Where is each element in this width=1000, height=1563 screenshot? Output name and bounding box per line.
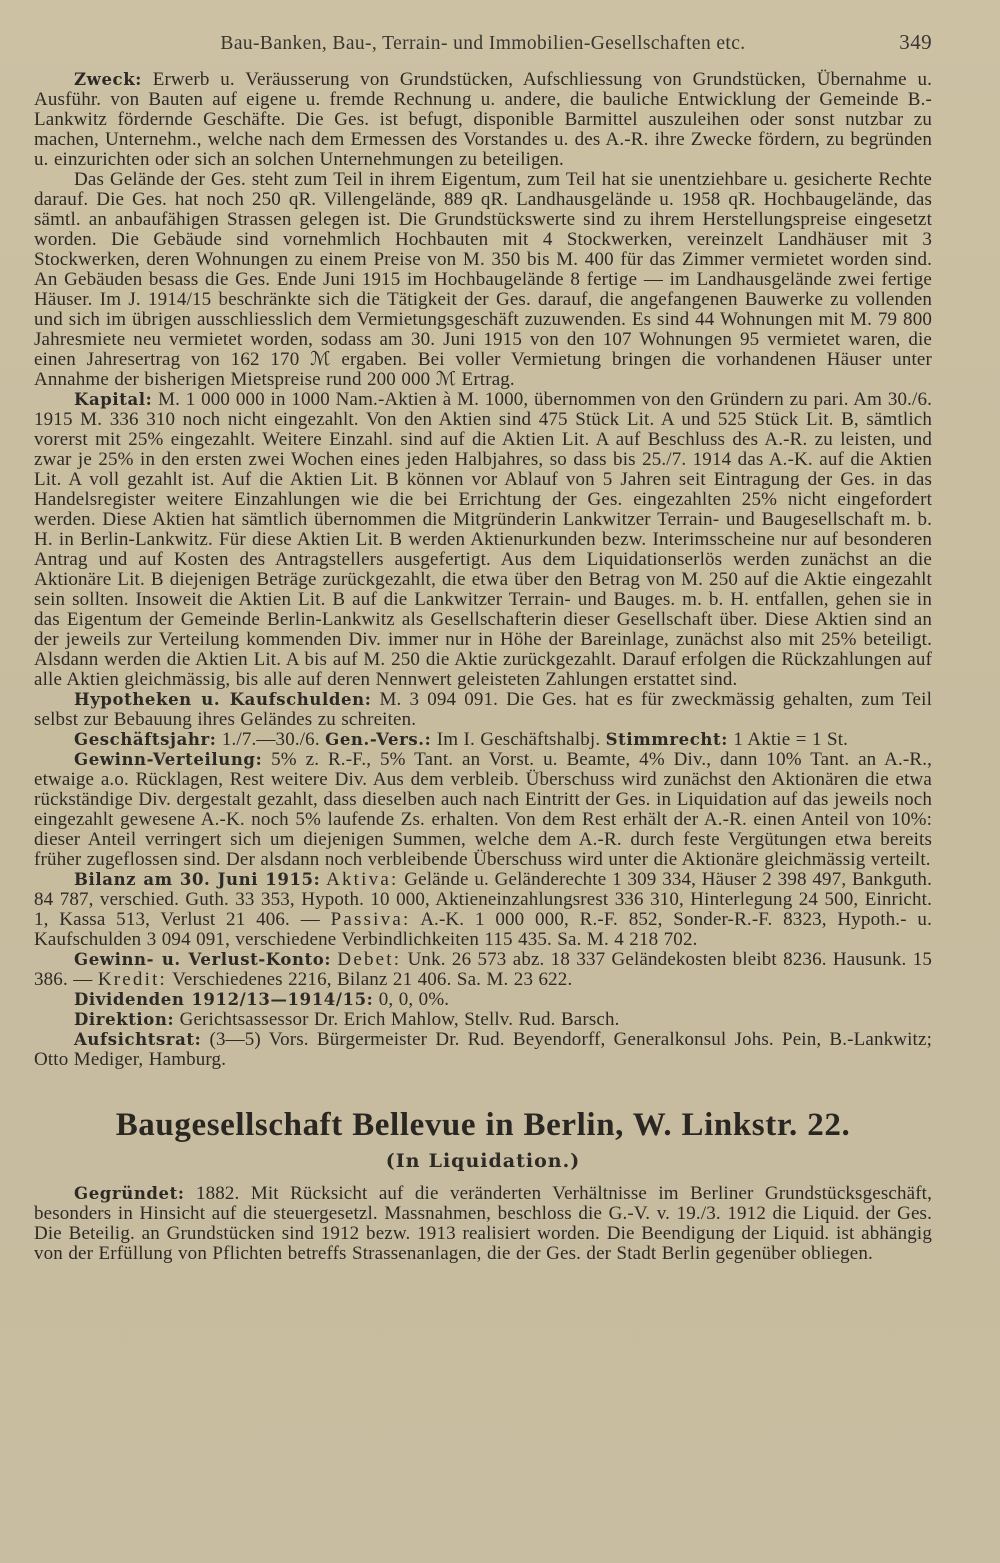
gelaende-paragraph <box>34 170 932 390</box>
direktion-label: Direktion: <box>74 1010 175 1029</box>
kapital-paragraph <box>34 390 932 690</box>
gelaende-text: Das Gelände der Ges. steht zum Teil in ihrem Eigentum, zum Teil hat sie unentziehbare u. gesicherte Rechte darauf. Die Ges. hat noch 250 qR. Villengelände, 889 qR. Landhausgelände u. 1958 qR. Hochbaugelände, das sämtl. an anbaufähigen Strassen gelegen ist. Die Grundstückswerte sind zu ihrem Herstellungspreise eingesetzt worden. Die Gebäude sind vornehmlich Hochbauten mit 4 Stockwerken, vereinzelt Landhäuser mit 3 Stockwerken, deren Wohnungen zu einem Preise von M. 350 bis M. 400 für das Zimmer vermietet worden sind. An Gebäuden besass die Ges. Ende Juni 1915 im Hochbaugelände 8 fertige — im Landhausgelände zwei fertige Häuser. Im J. 1914/15 beschränkte sich die Tätigkeit der Ges. darauf, die angefangenen Bauwerke zu vollenden und sich im übrigen ausschliesslich dem Vermietungsgeschäft zuzuwenden. Es sind 44 Wohnungen mit M. 79 800 Jahresmiete neu vermietet worden, sodass am 30. Juni 1915 von den 107 Wohnungen 95 vermietet waren, die einen Jahresertrag von 162 170 ℳ ergaben. Bei voller Vermietung bringen die vorhandenen Häuser unter Annahme der bisherigen Mietspreise rund 200 000 ℳ Ertrag. <box>34 169 932 390</box>
genvers-label: Gen.-Vers.: <box>325 730 432 749</box>
dividenden-text: 0, 0, 0%. <box>378 989 450 1010</box>
guv-debet-text: Unk. 26 573 abz. 18 337 Geländekosten bleibt 8236. Hausunk. 15 386. — <box>34 949 933 990</box>
direktion-text: Gerichtsassessor Dr. Erich Mahlow, Stellv. Rud. Barsch. <box>179 1009 620 1030</box>
aufsichtsrat-text: (3—5) Vors. Bürgermeister Dr. Rud. Beyendorff, Generalkonsul Johs. Pein, B.-Lankwitz; Otto Mediger, Hamburg. <box>34 1029 933 1070</box>
bilanz-paragraph <box>34 870 932 950</box>
hypotheken-text: M. 3 094 091. Die Ges. hat es für zweckmässig gehalten, zum Teil selbst zur Bebauung ihres Geländes zu schreiten. <box>34 689 932 730</box>
gewinnverteilung-text: 5% z. R.-F., 5% Tant. an Vorst. u. Beamte, 4% Div., dann 10% Tant. an A.-R., etwaige a.o. Rücklagen, Rest weitere Div. Aus dem verbleib. Überschuss wird zunächst den Aktionären die etwa rückständige Div. dergestalt gezahlt, dass dieselben auch nach Eintritt der Ges. in Liquidation auf das jeweils noch eingezahlt gewesene A.-K. noch 5% laufende Zs. erhalten. Von dem Rest erhält der A.-R. einen Anteil von 10%: dieser Anteil verringert sich um diejenigen Summen, welche dem A.-R. durch feste Vergütungen etwa bereits früher zugeflossen sind. Der alsdann noch verbleibende Überschuss wird unter die Aktionäre gleichmässig verteilt. <box>34 749 932 870</box>
guv-label: Gewinn- u. Verlust-Konto: <box>74 950 332 969</box>
article-title: Baugesellschaft Bellevue in Berlin, W. Linkstr. 22. <box>115 1107 851 1143</box>
hypotheken-label: Hypotheken u. Kaufschulden: <box>74 690 372 709</box>
direktion-paragraph <box>34 1010 932 1030</box>
zweck-paragraph <box>34 70 932 170</box>
gewinnverteilung-label: Gewinn-Verteilung: <box>74 750 263 769</box>
geschaeftsjahr-paragraph <box>34 730 932 750</box>
dividenden-paragraph <box>34 990 932 1010</box>
kapital-label: Kapital: <box>74 390 153 409</box>
stimmrecht-text: 1 Aktie = 1 St. <box>733 729 849 750</box>
gegruendet-text: 1882. Mit Rücksicht auf die veränderten Verhältnisse im Berliner Grundstücksgeschäft, besonders in Hinsicht auf die steuergesetzl. Massnahmen, beschloss die G.-V. v. 19./3. 1912 die Liquid. der Ges. Die Beteilig. an Grundstücken sind 1912 bezw. 1913 realisiert worden. Die Beendigung der Liquid. ist abhängig von der Erfüllung von Pflichten betreffs Strassenanlagen, die der Ges. der Stadt Berlin gegenüber obliegen. <box>34 1183 933 1264</box>
article-body <box>34 70 932 1264</box>
hypotheken-paragraph <box>34 690 932 730</box>
dividenden-label: Dividenden 1912/13—1914/15: <box>74 990 374 1009</box>
gewinnverteilung-paragraph <box>34 750 932 870</box>
guv-paragraph <box>34 950 932 990</box>
guv-kredit-text: Verschiedenes 2216, Bilanz 21 406. Sa. M. 23 622. <box>172 969 573 990</box>
running-header <box>34 30 932 70</box>
gegruendet-paragraph <box>34 1184 932 1264</box>
genvers-text: Im I. Geschäftshalbj. <box>436 729 601 750</box>
aufsichtsrat-paragraph <box>34 1030 932 1070</box>
guv-debet-label: Debet: <box>337 949 402 970</box>
kapital-text: M. 1 000 000 in 1000 Nam.-Aktien à M. 1000, übernommen von den Gründern zu pari. Am 30./6. 1915 M. 336 310 noch nicht eingezahlt. Von den Aktien sind 475 Stück Lit. A und 525 Stück Lit. B, sämtlich vorerst mit 25% eingezahlt. Weitere Einzahl. sind auf die Aktien Lit. A auf Beschluss des A.-R. zu leisten, und zwar je 25% in den ersten zwei Wochen eines jeden Halbjahres, so dass bis 25./7. 1914 das A.-K. auf die Aktien Lit. A voll gezahlt ist. Auf die Aktien Lit. B können vor Ablauf von 5 Jahren seit Eintragung der Ges. in das Handelsregister weitere Einzahlungen wie die bei Errichtung der Ges. eingezahlten 25% nicht eingefordert werden. Diese Aktien hat sämtlich übernommen die Mitgründerin Lankwitzer Terrain- und Baugesellschaft m. b. H. in Berlin-Lankwitz. Für diese Aktien Lit. B werden Aktienurkunden bezw. Interimsscheine nur auf besonderen Antrag und auf Kosten des Antragstellers ausgefertigt. Aus dem Liquidationserlös werden zunächst an die Aktionäre Lit. B diejenigen Beträge zurückgezahlt, die etwa über den Betrag von M. 250 auf die Aktie eingezahlt sein sollten. Insoweit die Aktien Lit. B auf die Lankwitzer Terrain- und Bauges. m. b. H. entfallen, gehen sie in das Eigentum der Gemeinde Berlin-Lankwitz als Gesellschafterin dieser Gesellschaft über. Diese Aktien sind an der jeweils zur Verteilung kommenden Div. immer nur in Höhe der Bareinlage, zunächst also mit 25% beteiligt. Alsdann werden die Aktien Lit. A bis auf M. 250 die Aktie zurückgezahlt. Darauf erfolgen die Rückzahlungen auf alle Aktien gleichmässig, bis alle auf deren Nennwert geleisteten Zahlungen erstattet sind. <box>34 389 932 690</box>
guv-kredit-label: Kredit: <box>97 969 168 990</box>
geschaeftsjahr-label: Geschäftsjahr: <box>74 730 217 749</box>
article-subtitle: (In Liquidation.) <box>385 1150 581 1172</box>
zweck-label: Zweck: <box>74 70 142 89</box>
bilanz-passiva-text: A.-K. 1 000 000, R.-F. 852, Sonder-R.-F. 8323, Hypoth.- u. Kaufschulden 3 094 091, verschiedene Verbindlichkeiten 115 435. Sa. M. 4 218 702. <box>34 909 932 950</box>
aufsichtsrat-label: Aufsichtsrat: <box>74 1030 202 1049</box>
bilanz-label: Bilanz am 30. Juni 1915: <box>74 870 321 889</box>
bilanz-passiva-label: Passiva: <box>330 909 411 930</box>
gegruendet-label: Gegründet: <box>74 1184 185 1203</box>
page-number: 349 <box>899 30 932 54</box>
geschaeftsjahr-text: 1./7.—30./6. <box>221 729 320 750</box>
running-title: Bau-Banken, Bau-, Terrain- und Immobilien-Gesellschaften etc. <box>220 33 746 54</box>
bilanz-aktiva-text: Gelände u. Geländerechte 1 309 334, Häuser 2 398 497, Bankguth. 84 787, verschied. Guth. 33 353, Hypoth. 10 000, Aktieneinzahlungsrest 336 310, Hinterlegung 24 500, Einricht. 1, Kassa 513, Verlust 21 406. — <box>34 869 932 930</box>
zweck-text: Erwerb u. Veräusserung von Grundstücken, Aufschliessung von Grundstücken, Übernahme u. Ausführ. von Bauten auf eigene u. fremde Rechnung u. andere, die bauliche Entwicklung der Gemeinde B.-Lankwitz fördernde Geschäfte. Die Ges. ist befugt, disponible Barmittel auszuleihen oder sonst nutzbar zu machen, Unternehm., welche nach dem Ermessen des Vorstandes u. des A.-R. ihre Zwecke fördern, zu begründen u. einzurichten oder sich an solchen Unternehmungen zu beteiligen. <box>34 69 932 170</box>
bilanz-aktiva-label: Aktiva: <box>326 869 399 890</box>
stimmrecht-label: Stimmrecht: <box>605 730 728 749</box>
